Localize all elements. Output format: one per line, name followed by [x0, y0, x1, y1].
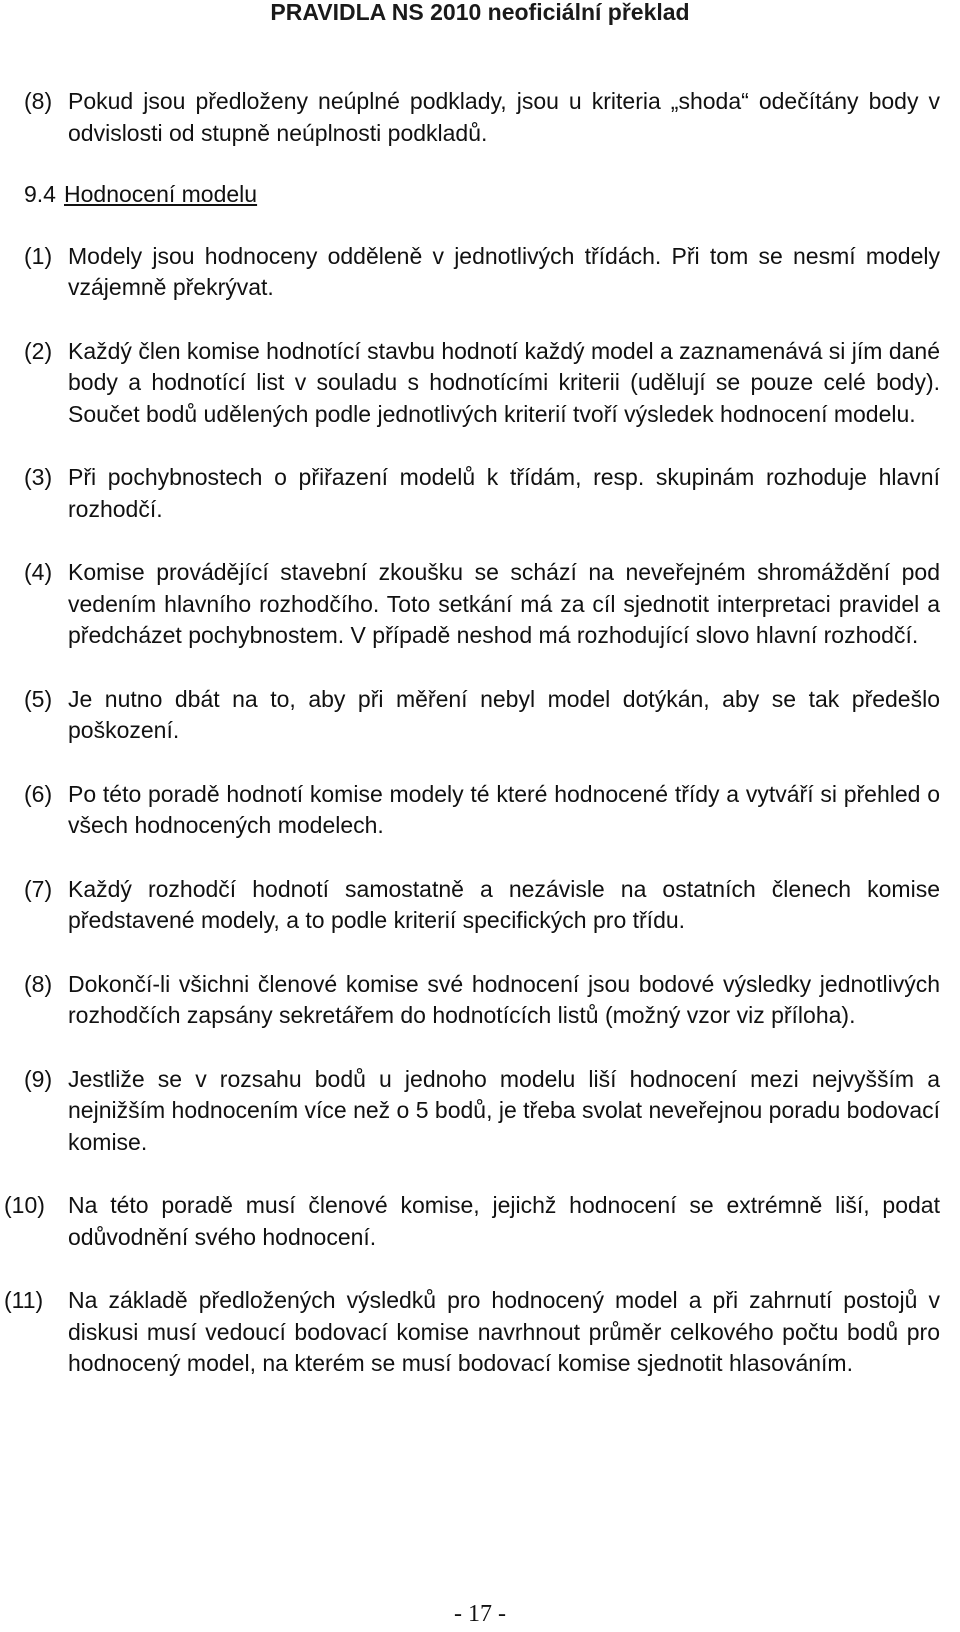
paragraph-text: Při pochybnostech o přiřazení modelů k třídám, resp. skupinám rozhoduje hlavní rozhodčí.: [68, 464, 940, 522]
paragraph-text: Jestliže se v rozsahu bodů u jednoho modelu liší hodnocení mezi nejvyšším a nejnižším hodnocením více než o 5 bodů, je třeba svolat neveřejnou poradu bodovací komise.: [68, 1065, 941, 1155]
paragraph-number: (8): [24, 88, 53, 114]
paragraph-number: (3): [24, 464, 53, 490]
paragraph-10: [0, 1190, 960, 1253]
paragraph-number: (6): [24, 780, 53, 807]
section-heading: [0, 179, 960, 211]
paragraph-8-intro: [0, 86, 960, 149]
paragraph-number: (1): [24, 242, 53, 269]
document-body: [0, 86, 960, 1380]
paragraph-9: [0, 1064, 960, 1159]
paragraph-number: (11): [4, 1287, 44, 1313]
paragraph-text: Pokud jsou předloženy neúplné podklady, jsou u kriteria „shoda“ odečítány body v odvislosti od stupně neúplnosti podkladů.: [68, 88, 940, 146]
paragraph-1: [0, 241, 960, 304]
section-title: Hodnocení modelu: [64, 181, 258, 207]
paragraph-number: (2): [24, 337, 53, 364]
paragraph-4: [0, 557, 960, 652]
paragraph-text: Komise provádějící stavební zkoušku se schází na neveřejném shromáždění pod vedením hlavního rozhodčího. Toto setkání má za cíl sjednotit interpretaci pravidel a předcházet pochybnostem. V případě neshod má rozhodující slovo hlavní rozhodčí.: [68, 559, 940, 648]
page-number: - 17 -: [454, 1601, 506, 1627]
section-number: 9.4: [24, 181, 56, 207]
paragraph-text: Každý rozhodčí hodnotí samostatně a nezávisle na ostatních členech komise představené modely, a to podle kriterií specifických pro třídu.: [68, 875, 940, 933]
paragraph-text: Dokončí-li všichni členové komise své hodnocení jsou bodové výsledky jednotlivých rozhodčích zapsány sekretářem do hodnotících listů (možný vzor viz příloha).: [68, 970, 940, 1028]
page-header: PRAVIDLA NS 2010 neoficiální překlad: [270, 0, 690, 25]
paragraph-text: Na této poradě musí členové komise, jejichž hodnocení se extrémně liší, podat odůvodnění svého hodnocení.: [68, 1192, 940, 1250]
paragraph-6: [0, 779, 960, 842]
paragraph-number: (4): [24, 559, 53, 585]
paragraph-text: Každý člen komise hodnotící stavbu hodnotí každý model a zaznamenává si jím dané body a hodnotící list v souladu s hodnotícími kriterii (udělují se pouze celé body). Součet bodů udělených podle jednotlivých kriterií tvoří výsledek hodnocení modelu.: [68, 337, 940, 427]
paragraph-number: (9): [24, 1065, 53, 1092]
paragraph-number: (10): [4, 1192, 45, 1218]
paragraph-5: [0, 684, 960, 747]
paragraph-number: (8): [24, 970, 53, 997]
paragraph-number: (5): [24, 685, 53, 712]
paragraph-text: Modely jsou hodnoceny odděleně v jednotlivých třídách. Při tom se nesmí modely vzájemně překrývat.: [68, 242, 940, 300]
paragraph-number: (7): [24, 875, 53, 902]
paragraph-text: Po této poradě hodnotí komise modely té které hodnocené třídy a vytváří si přehled o všech hodnocených modelech.: [68, 780, 940, 838]
paragraph-text: Je nutno dbát na to, aby při měření nebyl model dotýkán, aby se tak předešlo poškození.: [68, 685, 940, 743]
paragraph-text: Na základě předložených výsledků pro hodnocený model a při zahrnutí postojů v diskusi musí vedoucí bodovací komise navrhnout průměr celkového počtu bodů pro hodnocený model, na kterém se musí bodovací komise sjednotit hlasováním.: [68, 1287, 940, 1376]
paragraph-3: [0, 462, 960, 525]
paragraph-7: [0, 874, 960, 937]
paragraph-8: [0, 969, 960, 1032]
paragraph-2: [0, 336, 960, 431]
paragraph-11: [0, 1285, 960, 1380]
